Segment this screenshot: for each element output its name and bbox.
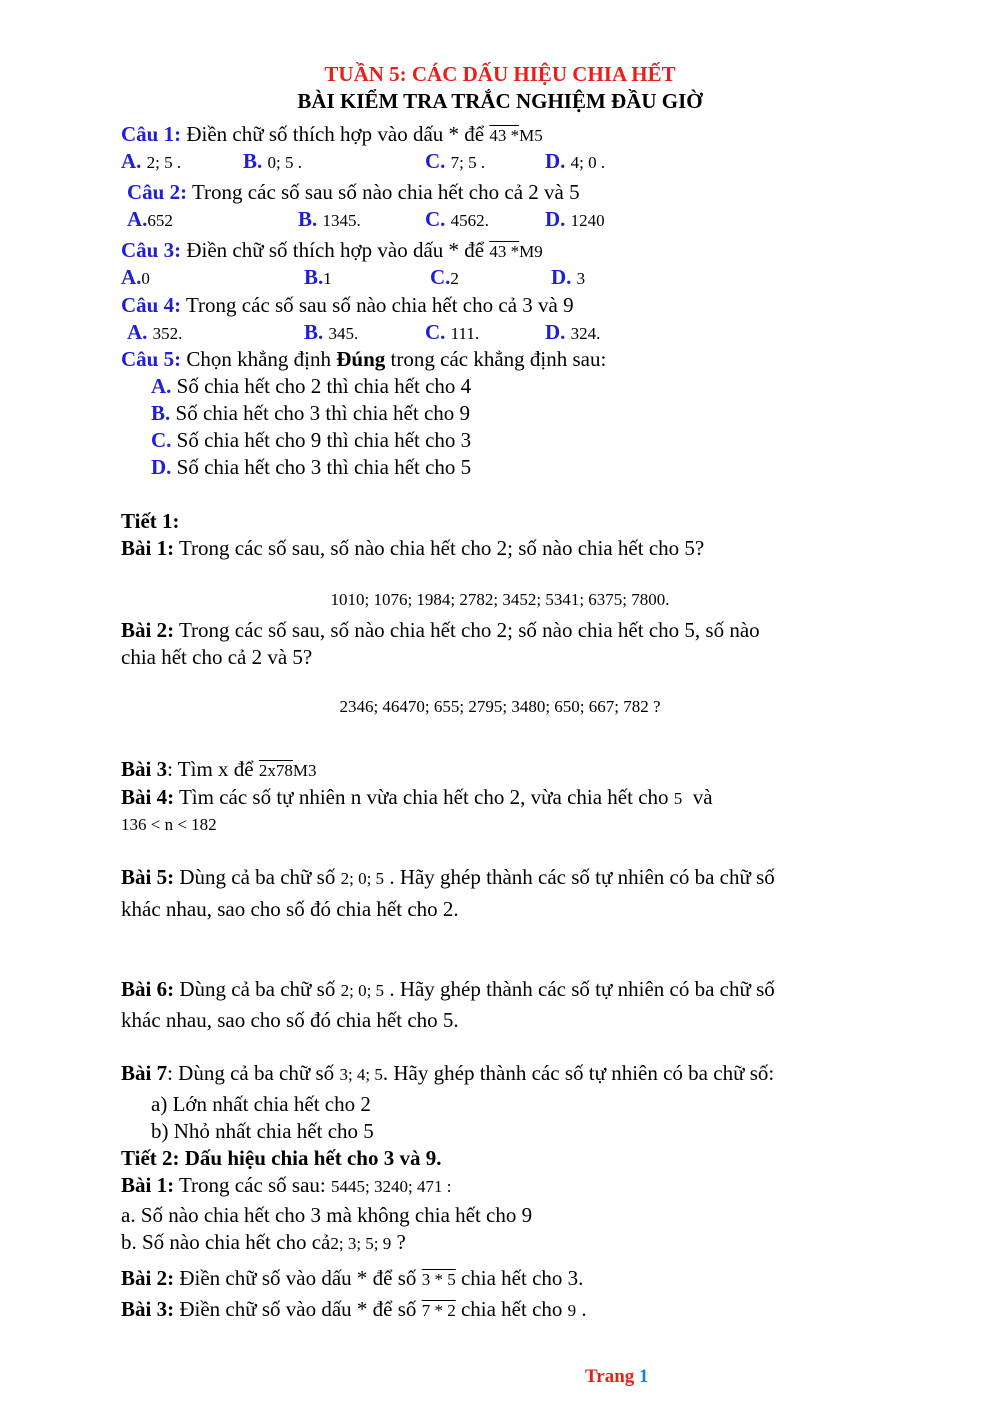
option-value: 345. bbox=[328, 324, 359, 343]
option-value: 111. bbox=[450, 324, 480, 343]
math-number: 5 bbox=[673, 789, 683, 808]
math-expression: 2x78 bbox=[258, 761, 293, 780]
exercise-3 bbox=[121, 756, 317, 784]
sub-item-tail: ? bbox=[396, 1230, 406, 1254]
exercise-label: Bài 6: bbox=[121, 977, 175, 1001]
option-value: Số chia hết cho 9 thì chia hết cho 3 bbox=[176, 428, 472, 452]
exercise-text: Trong các số sau, số nào chia hết cho 2; số nào chia hết cho 5? bbox=[178, 536, 705, 560]
option-value: 0 bbox=[141, 269, 150, 288]
option-b bbox=[243, 148, 302, 176]
option-d bbox=[545, 148, 605, 176]
option-value: Số chia hết cho 3 thì chia hết cho 5 bbox=[176, 455, 472, 479]
section-heading-tiet2: Tiết 2: Dấu hiệu chia hết cho 3 và 9. bbox=[121, 1146, 442, 1170]
option-value: Số chia hết cho 3 thì chia hết cho 9 bbox=[175, 401, 471, 425]
exercise-text-tail: chia hết cho 3. bbox=[460, 1266, 584, 1290]
exercise-1-tiet2 bbox=[121, 1172, 451, 1200]
option-value: 1 bbox=[323, 269, 332, 288]
page-subtitle: BÀI KIỂM TRA TRẮC NGHIỆM ĐẦU GIỜ bbox=[297, 89, 703, 113]
option-b bbox=[298, 206, 361, 234]
exercise-4 bbox=[121, 784, 713, 812]
exercise-text: : Tìm x để bbox=[167, 757, 254, 781]
question-text: Trong các số sau số nào chia hết cho cả 3 và 9 bbox=[185, 293, 574, 317]
question-4 bbox=[121, 292, 574, 318]
math-digits: 2; 3; 5; 9 bbox=[330, 1234, 392, 1253]
option-b bbox=[304, 319, 358, 347]
option-key: B. bbox=[304, 320, 324, 344]
option-key: A. bbox=[121, 265, 142, 289]
exercise-text-tail: và bbox=[692, 785, 713, 809]
option-value: 2; 5 . bbox=[146, 153, 182, 172]
exercise-text: Tìm các số tự nhiên n vừa chia hết cho 2, vừa chia hết cho bbox=[178, 785, 669, 809]
option-d bbox=[151, 454, 471, 480]
option-key: D. bbox=[545, 320, 566, 344]
exercise-3-tiet2 bbox=[121, 1296, 587, 1324]
option-key: C. bbox=[430, 265, 451, 289]
page-footer bbox=[585, 1364, 649, 1390]
option-value: 324. bbox=[570, 324, 601, 343]
exercise-end: . bbox=[581, 1297, 587, 1321]
option-c bbox=[430, 264, 459, 292]
option-a bbox=[127, 206, 173, 234]
question-1 bbox=[121, 121, 543, 149]
exercise-label: Bài 3: bbox=[121, 1297, 175, 1321]
math-tail: M9 bbox=[519, 242, 543, 261]
option-key: B. bbox=[243, 149, 263, 173]
number-list: 5445; 3240; 471 : bbox=[331, 1177, 452, 1196]
exercise-2-cont: chia hết cho cả 2 và 5? bbox=[121, 645, 313, 669]
option-value: 1345. bbox=[322, 211, 361, 230]
option-key: B. bbox=[151, 401, 171, 425]
math-tail: M3 bbox=[292, 761, 317, 780]
math-expression: 3 * 5 bbox=[421, 1270, 456, 1289]
option-c bbox=[425, 148, 485, 176]
exercise-text: Dùng cả ba chữ số bbox=[179, 865, 336, 889]
exercise-text-tail: . Hãy ghép thành các số tự nhiên có ba chữ số: bbox=[382, 1061, 775, 1085]
exercise-label: Bài 4: bbox=[121, 785, 175, 809]
question-text: Chọn khẳng định bbox=[186, 347, 332, 371]
exercise-5-cont: khác nhau, sao cho số đó chia hết cho 2. bbox=[121, 897, 459, 921]
option-c bbox=[151, 427, 471, 453]
option-key: B. bbox=[304, 265, 324, 289]
exercise-text: Trong các số sau, số nào chia hết cho 2; số nào chia hết cho 5, số nào bbox=[178, 618, 760, 642]
sub-item-text: b. Số nào chia hết cho cả bbox=[121, 1230, 331, 1254]
exercise-label: Bài 1: bbox=[121, 1173, 175, 1197]
exercise-label: Bài 5: bbox=[121, 865, 175, 889]
sub-item-b bbox=[121, 1229, 406, 1257]
math-range: 136 < n < 182 bbox=[121, 815, 217, 834]
exercise-text: Điền chữ số vào dấu * để số bbox=[179, 1297, 417, 1321]
exercise-label: Bài 1: bbox=[121, 536, 175, 560]
option-value: Số chia hết cho 2 thì chia hết cho 4 bbox=[176, 374, 472, 398]
option-value: 652 bbox=[147, 211, 173, 230]
exercise-text-tail: . Hãy ghép thành các số tự nhiên có ba chữ số bbox=[389, 865, 775, 889]
exercise-1 bbox=[121, 535, 704, 561]
option-value: 0; 5 . bbox=[267, 153, 302, 172]
question-text-tail: trong các khẳng định sau: bbox=[390, 347, 607, 371]
option-a bbox=[121, 148, 181, 176]
option-key: D. bbox=[545, 149, 566, 173]
sub-item-a: a. Số nào chia hết cho 3 mà không chia hết cho 9 bbox=[121, 1203, 533, 1227]
exercise-6-cont: khác nhau, sao cho số đó chia hết cho 5. bbox=[121, 1008, 459, 1032]
question-2 bbox=[127, 179, 580, 205]
option-c bbox=[425, 206, 489, 234]
option-d bbox=[551, 264, 585, 292]
math-expression: 7 * 2 bbox=[421, 1301, 456, 1320]
exercise-label: Bài 2: bbox=[121, 1266, 175, 1290]
exercise-text: Dùng cả ba chữ số bbox=[179, 977, 336, 1001]
option-d bbox=[545, 206, 605, 234]
number-list: 2346; 46470; 655; 2795; 3480; 650; 667; 782 ? bbox=[339, 697, 661, 716]
math-digits: 2; 0; 5 bbox=[340, 981, 385, 1000]
exercise-7 bbox=[121, 1060, 774, 1088]
option-a bbox=[151, 373, 471, 399]
option-key: C. bbox=[425, 207, 446, 231]
option-key: A. bbox=[127, 320, 148, 344]
math-number: 9 bbox=[567, 1301, 577, 1320]
question-emphasis: Đúng bbox=[336, 347, 386, 371]
exercise-6 bbox=[121, 976, 775, 1004]
sub-item-b: b) Nhỏ nhất chia hết cho 5 bbox=[151, 1119, 374, 1143]
question-label: Câu 4: bbox=[121, 293, 182, 317]
math-expression: 43 * bbox=[489, 242, 520, 261]
option-b bbox=[304, 264, 332, 292]
question-text: Trong các số sau số nào chia hết cho cả 2 và 5 bbox=[191, 180, 580, 204]
option-key: D. bbox=[151, 455, 172, 479]
number-list: 1010; 1076; 1984; 2782; 3452; 5341; 6375; 7800. bbox=[330, 590, 670, 609]
option-key: A. bbox=[121, 149, 142, 173]
exercise-label: Bài 3 bbox=[121, 757, 168, 781]
option-value: 2 bbox=[450, 269, 459, 288]
exercise-5 bbox=[121, 864, 775, 892]
option-key: C. bbox=[151, 428, 172, 452]
option-value: 4; 0 . bbox=[570, 153, 606, 172]
page-title: TUẦN 5: CÁC DẤU HIỆU CHIA HẾT bbox=[324, 62, 676, 86]
exercise-text: Trong các số sau: bbox=[178, 1173, 326, 1197]
option-value: 352. bbox=[152, 324, 183, 343]
option-value: 7; 5 . bbox=[450, 153, 486, 172]
exercise-label: Bài 2: bbox=[121, 618, 175, 642]
exercise-2 bbox=[121, 617, 760, 643]
question-label: Câu 5: bbox=[121, 347, 182, 371]
exercise-text-tail: chia hết cho bbox=[460, 1297, 563, 1321]
math-digits: 2; 0; 5 bbox=[340, 869, 385, 888]
question-text: Điền chữ số thích hợp vào dấu * để bbox=[186, 122, 485, 146]
exercise-text-tail: . Hãy ghép thành các số tự nhiên có ba chữ số bbox=[389, 977, 775, 1001]
question-label: Câu 3: bbox=[121, 238, 182, 262]
math-tail: M5 bbox=[519, 126, 543, 145]
option-key: D. bbox=[551, 265, 572, 289]
option-key: A. bbox=[151, 374, 172, 398]
question-text: Điền chữ số thích hợp vào dấu * để bbox=[186, 238, 485, 262]
question-label: Câu 1: bbox=[121, 122, 182, 146]
option-value: 3 bbox=[576, 269, 586, 288]
question-3 bbox=[121, 237, 543, 265]
option-a bbox=[127, 319, 182, 347]
option-value: 1240 bbox=[570, 211, 605, 230]
question-5 bbox=[121, 346, 606, 372]
section-heading-tiet1: Tiết 1: bbox=[121, 509, 180, 533]
question-label: Câu 2: bbox=[127, 180, 188, 204]
exercise-label: Bài 7 bbox=[121, 1061, 168, 1085]
sub-item-a: a) Lớn nhất chia hết cho 2 bbox=[151, 1092, 371, 1116]
exercise-text: Điền chữ số vào dấu * để số bbox=[179, 1266, 417, 1290]
option-key: A. bbox=[127, 207, 148, 231]
exercise-2-tiet2 bbox=[121, 1265, 583, 1293]
option-key: B. bbox=[298, 207, 318, 231]
exercise-text: : Dùng cả ba chữ số bbox=[167, 1061, 335, 1085]
option-value: 4562. bbox=[450, 211, 489, 230]
page-number: 1 bbox=[639, 1366, 649, 1387]
option-a bbox=[121, 264, 150, 292]
option-key: D. bbox=[545, 207, 566, 231]
option-key: C. bbox=[425, 320, 446, 344]
option-key: C. bbox=[425, 149, 446, 173]
option-d bbox=[545, 319, 600, 347]
footer-label: Trang bbox=[585, 1366, 635, 1387]
option-c bbox=[425, 319, 479, 347]
option-b bbox=[151, 400, 470, 426]
math-expression: 43 * bbox=[489, 126, 520, 145]
math-digits: 3; 4; 5 bbox=[339, 1065, 383, 1084]
